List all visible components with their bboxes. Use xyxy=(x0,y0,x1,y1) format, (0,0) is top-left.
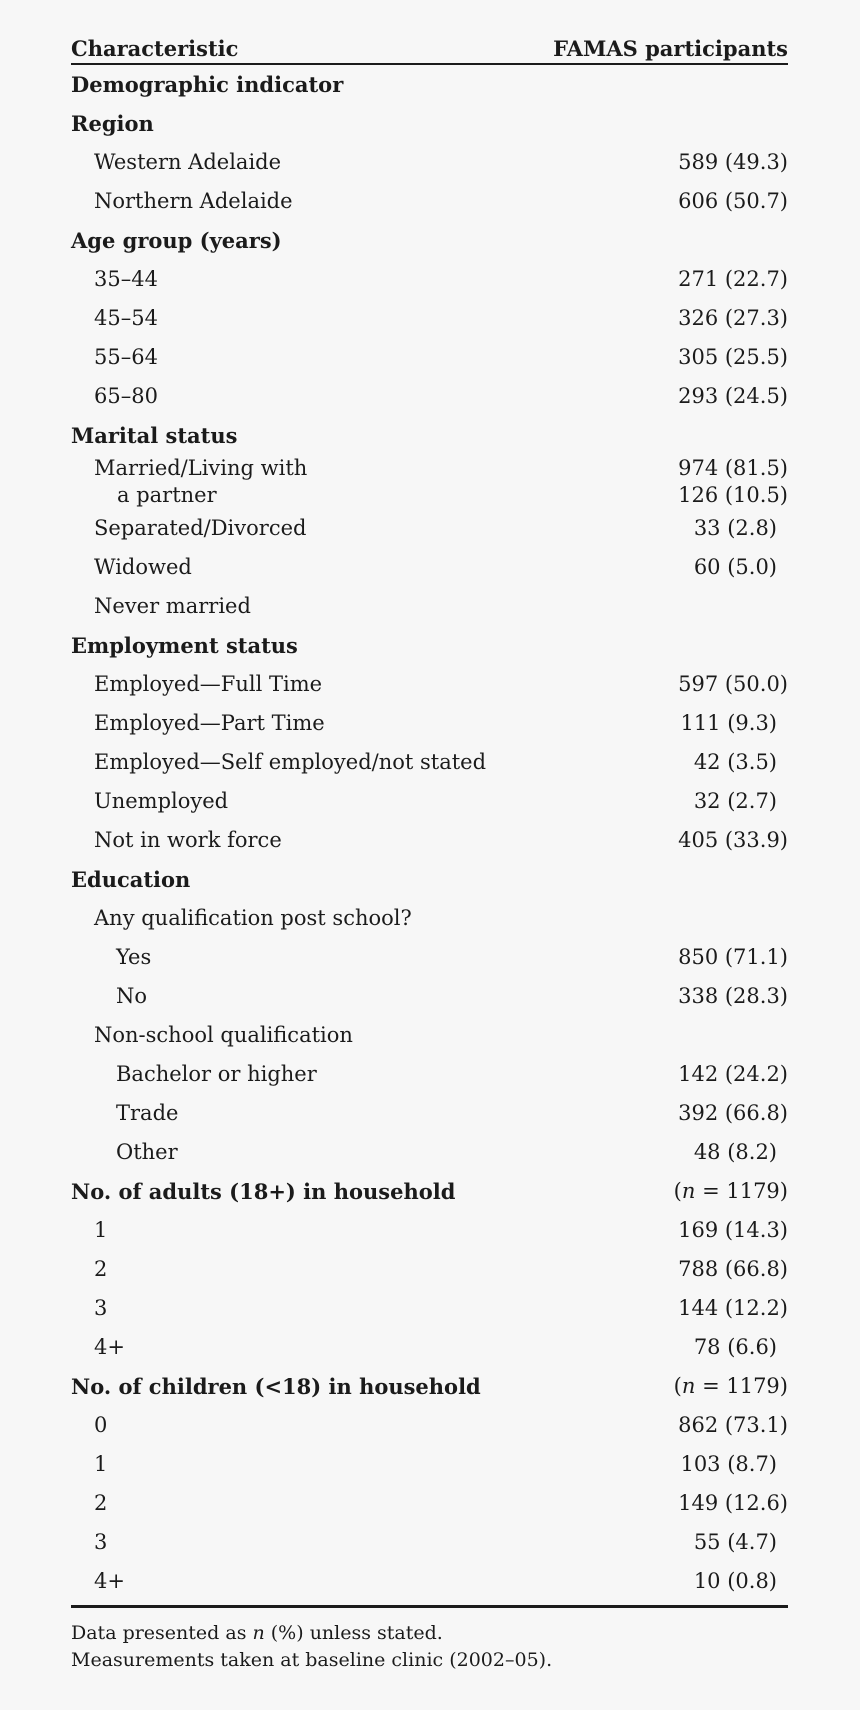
n-symbol: n xyxy=(681,1374,696,1398)
table-row xyxy=(71,299,788,338)
section-row xyxy=(71,65,788,104)
table-row xyxy=(71,899,788,938)
row-value-line: 126 (10.5) xyxy=(678,483,788,507)
n-symbol: n xyxy=(681,1179,696,1203)
section-row xyxy=(71,626,788,665)
table-row xyxy=(71,1133,788,1172)
table-row xyxy=(71,1562,788,1601)
row-value: 788 (66.8) xyxy=(678,1257,788,1281)
row-value: 293 (24.5) xyxy=(678,384,788,408)
row-label xyxy=(71,455,307,509)
row-value: 149 (12.6) xyxy=(678,1491,788,1515)
row-label: 35–44 xyxy=(94,267,158,291)
table-row xyxy=(71,938,788,977)
table-row xyxy=(71,665,788,704)
table-body xyxy=(71,65,788,1601)
row-label: Education xyxy=(71,867,191,892)
row-label: Region xyxy=(71,111,154,136)
row-value: 10 (0.8) xyxy=(693,1569,777,1593)
footnote-line-1 xyxy=(71,1620,788,1647)
table-footnotes xyxy=(71,1620,788,1674)
row-label: Employed—Part Time xyxy=(94,711,325,735)
row-value: 42 (3.5) xyxy=(693,750,777,774)
section-row xyxy=(71,221,788,260)
row-value: 32 (2.7) xyxy=(693,789,777,813)
row-value: 111 (9.3) xyxy=(680,711,777,735)
row-value: 850 (71.1) xyxy=(678,945,788,969)
table-row xyxy=(71,260,788,299)
row-label: Northern Adelaide xyxy=(94,189,293,213)
section-row xyxy=(71,860,788,899)
table-row xyxy=(71,509,788,548)
row-value: 326 (27.3) xyxy=(678,306,788,330)
row-label: Not in work force xyxy=(94,828,282,852)
row-label: 45–54 xyxy=(94,306,158,330)
section-row xyxy=(71,1367,788,1406)
row-value: 862 (73.1) xyxy=(678,1413,788,1437)
row-value: (n = 1179) xyxy=(673,1179,788,1203)
row-label: Non-school qualification xyxy=(94,1023,353,1047)
footnote-line-2: Measurements taken at baseline clinic (2002–05). xyxy=(71,1649,553,1671)
row-value: 142 (24.2) xyxy=(678,1062,788,1086)
row-label-line: Married/Living with xyxy=(94,456,308,480)
row-label: 3 xyxy=(94,1530,108,1554)
header-famas-participants: FAMAS participants xyxy=(553,36,788,61)
row-label: 2 xyxy=(94,1257,108,1281)
row-label: Demographic indicator xyxy=(71,72,344,97)
table-row xyxy=(71,1484,788,1523)
table-row xyxy=(71,182,788,221)
row-value: 33 (2.8) xyxy=(693,516,777,540)
row-value: 103 (8.7) xyxy=(680,1452,777,1476)
table-row xyxy=(71,977,788,1016)
row-label: 4+ xyxy=(94,1335,125,1359)
table-row xyxy=(71,704,788,743)
footnote-1-n: n xyxy=(252,1622,265,1644)
row-label: 3 xyxy=(94,1296,108,1320)
row-label: 55–64 xyxy=(94,345,158,369)
row-label: 4+ xyxy=(94,1569,125,1593)
table-row xyxy=(71,1523,788,1562)
table-row xyxy=(71,1211,788,1250)
row-value: 305 (25.5) xyxy=(678,345,788,369)
row-value: 48 (8.2) xyxy=(693,1140,777,1164)
table-row xyxy=(71,1289,788,1328)
row-value: 60 (5.0) xyxy=(693,555,777,579)
row-label-line: a partner xyxy=(117,483,217,507)
row-label: 0 xyxy=(94,1413,108,1437)
section-row xyxy=(71,104,788,143)
row-label: Unemployed xyxy=(94,789,229,813)
row-label: Yes xyxy=(116,945,152,969)
section-row xyxy=(71,416,788,455)
section-row xyxy=(71,1172,788,1211)
row-label: Any qualification post school? xyxy=(94,906,412,930)
table-row xyxy=(71,548,788,587)
table-row xyxy=(71,821,788,860)
row-label: Other xyxy=(116,1140,178,1164)
row-value: 338 (28.3) xyxy=(678,984,788,1008)
table-row xyxy=(71,587,788,626)
row-value: 597 (50.0) xyxy=(678,672,788,696)
row-value-line: 974 (81.5) xyxy=(678,456,788,480)
row-value: 392 (66.8) xyxy=(678,1101,788,1125)
row-label: No. of adults (18+) in household xyxy=(71,1179,456,1204)
row-label: No xyxy=(116,984,148,1008)
row-value: 606 (50.7) xyxy=(678,189,788,213)
table-row xyxy=(71,455,788,509)
table-row xyxy=(71,338,788,377)
table-row xyxy=(71,782,788,821)
row-label: Employed—Self employed/not stated xyxy=(94,750,487,774)
footnote-1-prefix: Data presented as xyxy=(71,1622,253,1644)
row-label: Bachelor or higher xyxy=(116,1062,317,1086)
row-label: Trade xyxy=(116,1101,179,1125)
row-label: 2 xyxy=(94,1491,108,1515)
row-label: Employed—Full Time xyxy=(94,672,323,696)
header-characteristic: Characteristic xyxy=(71,36,239,61)
row-label: 65–80 xyxy=(94,384,158,408)
row-value: 144 (12.2) xyxy=(678,1296,788,1320)
table-bottom-rule xyxy=(71,1605,788,1608)
row-value: 78 (6.6) xyxy=(693,1335,777,1359)
row-label: Separated/Divorced xyxy=(94,516,307,540)
row-value xyxy=(668,455,788,509)
row-label: 1 xyxy=(94,1218,108,1242)
table-header xyxy=(71,30,788,65)
table-row xyxy=(71,743,788,782)
table-row xyxy=(71,377,788,416)
table-row xyxy=(71,143,788,182)
table-row xyxy=(71,1406,788,1445)
row-label: 1 xyxy=(94,1452,108,1476)
row-label: Western Adelaide xyxy=(94,150,282,174)
table-row xyxy=(71,1094,788,1133)
table-row xyxy=(71,1328,788,1367)
row-value: 589 (49.3) xyxy=(678,150,788,174)
table-row xyxy=(71,1016,788,1055)
row-label: Employment status xyxy=(71,633,298,658)
table-row xyxy=(71,1055,788,1094)
row-value: 271 (22.7) xyxy=(678,267,788,291)
footnote-1-suffix: (%) unless stated. xyxy=(264,1622,443,1644)
row-value: 405 (33.9) xyxy=(678,828,788,852)
row-value: 169 (14.3) xyxy=(678,1218,788,1242)
row-value: (n = 1179) xyxy=(673,1374,788,1398)
row-label: Widowed xyxy=(94,555,192,579)
demographics-table xyxy=(71,30,788,1674)
row-label: Age group (years) xyxy=(71,228,282,253)
row-label: No. of children (<18) in household xyxy=(71,1374,481,1399)
table-row xyxy=(71,1250,788,1289)
table-row xyxy=(71,1445,788,1484)
row-value: 55 (4.7) xyxy=(693,1530,777,1554)
row-label: Marital status xyxy=(71,423,238,448)
row-label: Never married xyxy=(94,594,251,618)
